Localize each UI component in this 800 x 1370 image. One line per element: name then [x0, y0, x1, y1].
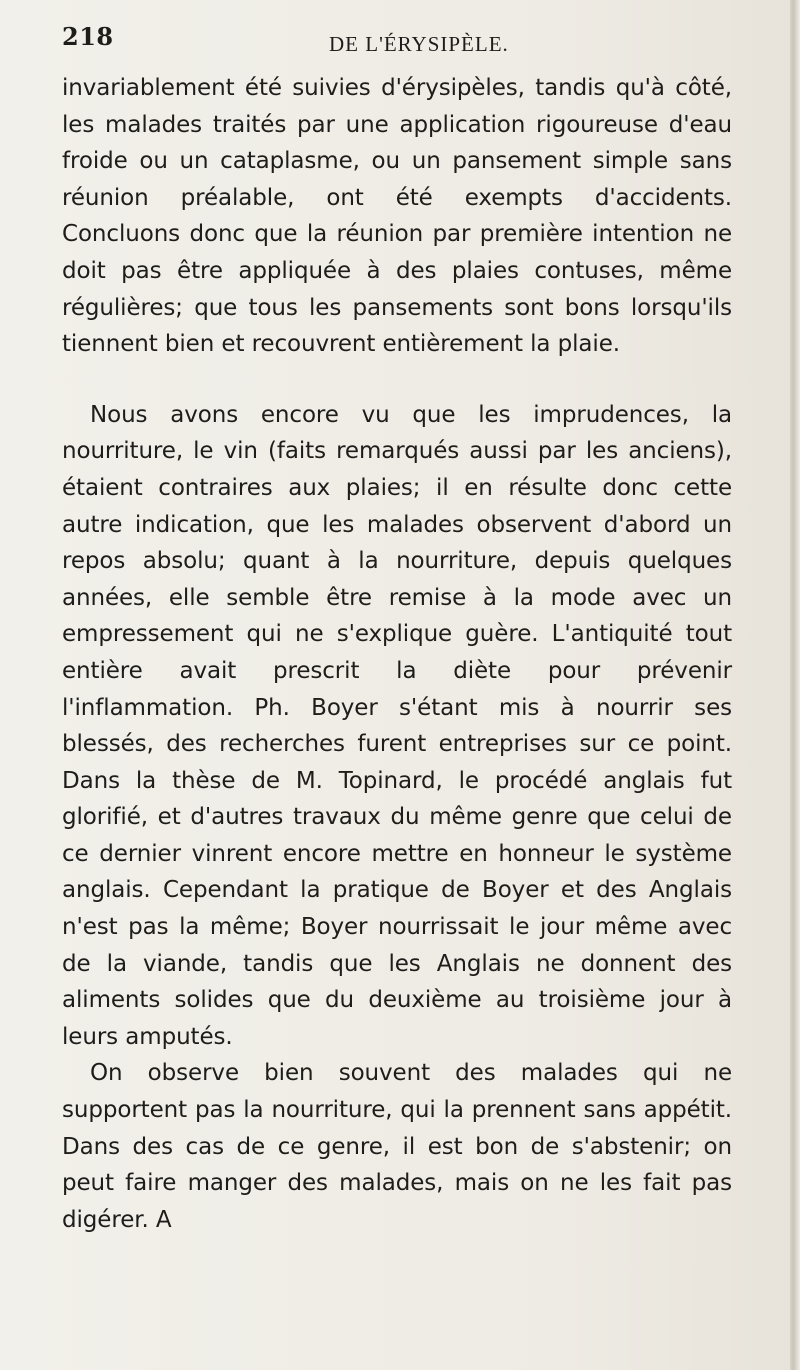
paragraph-2: Nous avons encore vu que les imprudences, la nourriture, le vin (faits remarqués aussi par les anciens), étaient contraires aux plaies; il en résulte donc cette autre indication, que les malades observent d'abord un repos absolu; quant à la nourriture, depuis quelques années, elle semble être remise à la mode avec un empressement qui ne s'explique guère. L'antiquité tout entière avait prescrit la diète pour prévenir l'inflammation. Ph. Boyer s'étant mis à nourrir ses blessés, des recherches furent entreprises sur ce point. Dans la thèse de M. Topinard, le procédé anglais fut glorifié, et d'autres travaux du même genre que celui de ce dernier vinrent encore mettre en honneur le système anglais. Cependant la pratique de Boyer et des Anglais n'est pas la même; Boyer nourrissait le jour même avec de la viande, tandis que les Anglais ne donnent des aliments solides que du deuxième au troisième jour à leurs amputés. — [62, 401, 732, 1050]
paragraph-1: invariablement été suivies d'érysipèles, tandis qu'à côté, les malades traités par une application rigoureuse d'eau froide ou un cataplasme, ou un pansement simple sans réunion préalable, ont été exempts d'accidents. Concluons donc que la réunion par première intention ne doit pas être appliquée à des plaies contuses, même régulières; que tous les pansements sont bons lorsqu'ils tiennent bien et recouvrent entièrement la plaie. — [62, 75, 732, 358]
page-edge — [790, 0, 800, 1370]
body-text — [62, 70, 732, 1238]
running-title: DE L'ÉRYSIPÈLE. — [329, 32, 509, 56]
paragraph-3: On observe bien souvent des malades qui ne supportent pas la nourriture, qui la prennent sans appétit. Dans des cas de ce genre, il est bon de s'abstenir; on peut faire manger des malades, mais on ne les fait pas digérer. A — [62, 1060, 732, 1233]
page-number: 218 — [62, 22, 114, 51]
running-header — [62, 22, 732, 56]
